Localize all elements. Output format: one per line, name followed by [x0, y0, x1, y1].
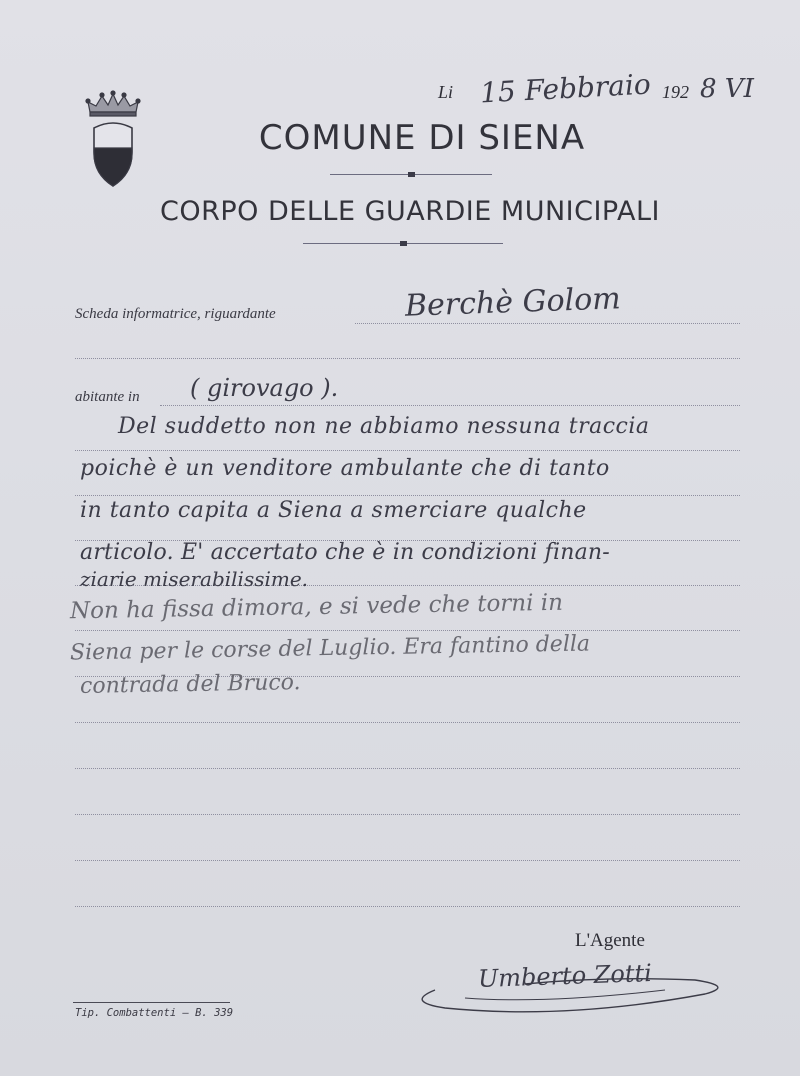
footer-rule: [73, 1002, 230, 1003]
document-subtitle: CORPO DELLE GUARDIE MUNICIPALI: [160, 196, 660, 227]
resident-value: ( girovago ).: [190, 374, 339, 402]
writing-line: [75, 906, 740, 907]
writing-line: [75, 495, 740, 496]
subtitle-rule-dot: [400, 241, 407, 246]
subject-label: Scheda informatrice, riguardante: [75, 306, 276, 322]
subject-value: Berchè Golom: [404, 281, 622, 324]
year-prefix: 192: [662, 82, 689, 102]
resident-label: abitante in: [75, 389, 140, 405]
agent-label: L'Agente: [575, 930, 645, 951]
printer-footer: Tip. Combattenti — B. 339: [75, 1007, 234, 1019]
year-handwritten: 8 VI: [700, 74, 754, 104]
body-ink-line: ziarie miserabilissime.: [80, 567, 309, 591]
writing-line: [75, 860, 740, 861]
signature-name: Umberto Zotti: [477, 958, 653, 994]
document-title: COMUNE DI SIENA: [258, 118, 586, 158]
body-ink-line: articolo. E' accertato che è in condizioni finan-: [80, 540, 610, 565]
body-ink-line: in tanto capita a Siena a smerciare qualche: [80, 498, 587, 523]
writing-line: [75, 450, 740, 451]
body-ink-line: Del suddetto non ne abbiamo nessuna traccia: [118, 414, 650, 439]
body-pencil-line: Siena per le corse del Luglio. Era fantino della: [69, 631, 591, 666]
writing-line: [75, 630, 740, 631]
title-rule-dot: [408, 172, 415, 177]
body-ink-line: poichè è un venditore ambulante che di tanto: [80, 456, 610, 481]
writing-line: [75, 768, 740, 769]
resident-dotline: [160, 405, 740, 406]
blank-dotline: [75, 358, 740, 359]
body-pencil-line: Non ha fissa dimora, e si vede che torni in: [69, 589, 564, 625]
body-pencil-line: contrada del Bruco.: [79, 670, 301, 699]
date-prefix: Li: [438, 82, 454, 102]
writing-line: [75, 814, 740, 815]
date-handwritten: 15 Febbraio: [479, 67, 652, 110]
writing-line: [75, 722, 740, 723]
